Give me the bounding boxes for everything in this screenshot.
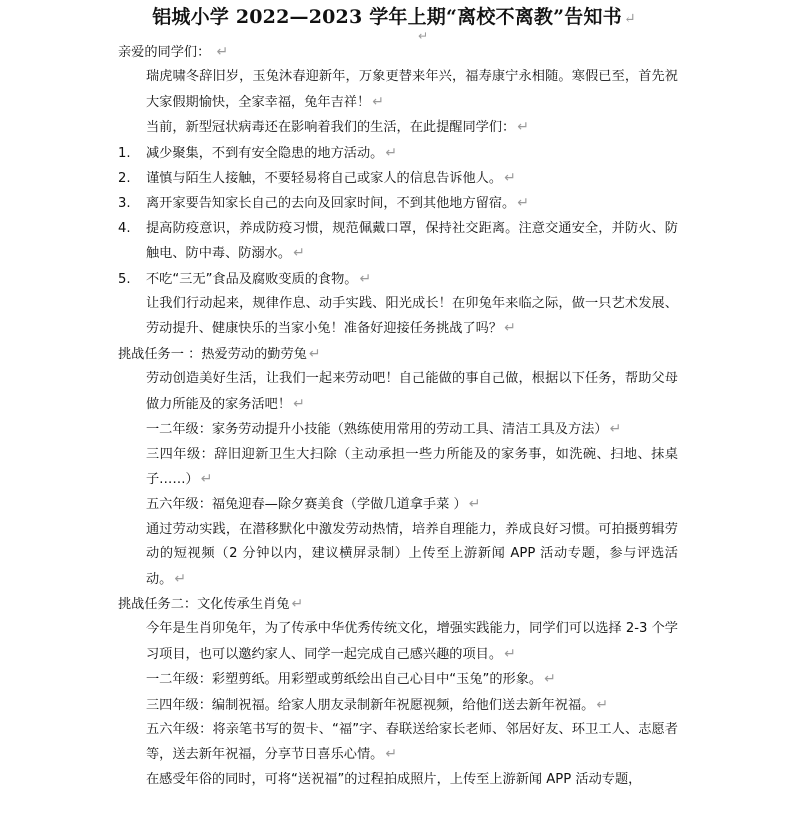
task1-intro: 劳动创造美好生活，让我们一起来劳动吧！自己能做的事自己做，根据以下任务，帮助父母做力所能及的家务活吧！ ↵ <box>146 371 678 412</box>
document-title <box>0 4 788 32</box>
paragraph-mark-icon: ↵ <box>308 345 321 362</box>
paragraph-mark-icon: ↵ <box>609 421 622 438</box>
task2-grade-1-2: 一二年级：彩塑剪纸。用彩塑或剪纸绘出自己心目中“玉兔”的形象。 ↵ <box>146 671 556 688</box>
task2-grade-3-4: 三四年级：编制祝福。给家人朋友录制新年祝愿视频，给他们送去新年祝福。 ↵ <box>146 696 609 713</box>
paragraph-mark-icon: ↵ <box>385 144 398 161</box>
paragraph-mark-icon: ↵ <box>544 671 556 688</box>
list-item: 4. 提高防疫意识，养成防疫习惯，规范佩戴口罩，保持社交距离。注意交通安全，并防火、防触电、防中毒、防溺水。 ↵ <box>118 220 678 262</box>
list-item: 3. 离开家要告知家长自己的去向及回家时间，不到其他地方留宿。 ↵ <box>118 195 529 212</box>
paragraph-call-to-action: 让我们行动起来，规律作息、动手实践、阳光成长！在卯兔年来临之际，做一只艺术发展、劳动提升、健康快乐的当家小兔！准备好迎接任务挑战了吗？ ↵ <box>146 296 678 337</box>
task1-outro: 通过劳动实践，在潜移默化中激发劳动热情，培养自理能力，养成良好习惯。可拍摄剪辑劳动的短视频（2 分钟以内，建议横屏录制）上传至上游新闻 APP 活动专题，参与评选活动。 ↵ <box>146 521 678 587</box>
paragraph-mark-icon: ↵ <box>372 93 384 110</box>
paragraph-mark-icon: ↵ <box>596 696 609 713</box>
list-item: 1. 减少聚集，不到有安全隐患的地方活动。 ↵ <box>118 144 398 161</box>
paragraph-mark-icon: ↵ <box>517 195 529 212</box>
paragraph-intro: 瑞虎啸冬辞旧岁，玉兔沐春迎新年，万象更替来年兴，福寿康宁永相随。寒假已至，首先祝大家假期愉快，全家幸福，兔年吉祥！ ↵ <box>146 69 678 110</box>
paragraph-mark-icon: ↵ <box>623 11 636 27</box>
task2-grade-5-6: 五六年级：将亲笔书写的贺卡、“福”字、春联送给家长老师、邻居好友、环卫工人、志愿者等，送去新年祝福，分享节日喜乐心情。 ↵ <box>146 721 678 763</box>
greeting: 亲爱的同学们： ↵ <box>118 44 229 60</box>
paragraph-mark-icon: ↵ <box>504 170 516 187</box>
paragraph-mark-icon: ↵ <box>468 496 481 513</box>
task2-intro: 今年是生肖卯兔年，为了传承中华优秀传统文化，增强实践能力，同学们可以选择 2-3 个学习项目，也可以邀约家人、同学一起完成自己感兴趣的项目。 ↵ <box>146 621 678 662</box>
task1-grade-3-4: 三四年级：辞旧迎新卫生大扫除（主动承担一些力所能及的家务事，如洗碗、扫地、抹桌子……） ↵ <box>146 446 678 487</box>
paragraph-mark-icon: ↵ <box>200 470 213 487</box>
list-item: 5. 不吃“三无”食品及腐败变质的食物。 ↵ <box>118 270 372 287</box>
task1-grade-1-2: 一二年级：家务劳动提升小技能（熟练使用常用的劳动工具、清洁工具及方法） ↵ <box>146 421 622 438</box>
paragraph-mark-icon: ↵ <box>418 29 429 43</box>
paragraph-mark-icon: ↵ <box>517 119 529 136</box>
title-text: 铝城小学 2022—2023 学年上期“离校不离教”告知书 <box>152 6 622 28</box>
document-body <box>118 40 678 792</box>
closing-paragraph: 在感受年俗的同时，可将“送祝福”的过程拍成照片，上传至上游新闻 APP 活动专题， <box>146 771 642 787</box>
reminder-list <box>118 141 678 292</box>
paragraph-mark-icon: ↵ <box>504 320 516 337</box>
paragraph-mark-icon: ↵ <box>504 645 516 662</box>
paragraph-mark-icon: ↵ <box>359 270 372 287</box>
paragraph-mark-icon: ↵ <box>291 595 304 612</box>
task1-heading: 挑战任务一 ：热爱劳动的勤劳兔 ↵ <box>118 345 321 362</box>
paragraph-mark-icon: ↵ <box>293 395 305 412</box>
paragraph-mark-icon: ↵ <box>174 570 187 587</box>
paragraph-reminder-lead: 当前，新型冠状病毒还在影响着我们的生活，在此提醒同学们： ↵ <box>146 119 529 136</box>
list-item: 2. 谨慎与陌生人接触，不要轻易将自己或家人的信息告诉他人。 ↵ <box>118 170 516 187</box>
task2-heading: 挑战任务二：文化传承生肖兔 ↵ <box>118 595 304 612</box>
paragraph-mark-icon: ↵ <box>293 245 305 262</box>
paragraph-mark-icon: ↵ <box>385 746 398 763</box>
task1-grade-5-6: 五六年级：福兔迎春—除夕赛美食（学做几道拿手菜 ） ↵ <box>146 496 481 513</box>
paragraph-mark-icon: ↵ <box>216 44 229 60</box>
